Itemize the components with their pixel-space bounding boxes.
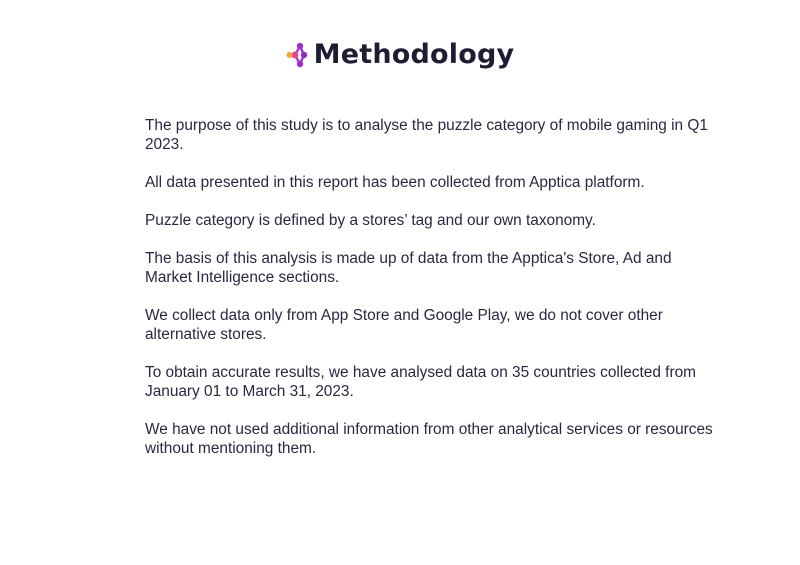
methodology-body [145, 116, 715, 477]
apptica-logo-icon [286, 41, 308, 69]
paragraph-analysis-basis: The basis of this analysis is made up of data from the Apptica's Store, Ad and Market Intelligence sections. [145, 250, 672, 286]
paragraph-purpose: The purpose of this study is to analyse the puzzle category of mobile gaming in Q1 2023. [145, 117, 708, 153]
paragraph-countries-period: To obtain accurate results, we have analysed data on 35 countries collected from January 01 to March 31, 2023. [145, 364, 696, 400]
paragraph-stores-covered: We collect data only from App Store and Google Play, we do not cover other alternative stores. [145, 307, 663, 343]
paragraph-category-definition: Puzzle category is defined by a stores’ tag and our own taxonomy. [145, 212, 596, 229]
page-header [0, 38, 800, 72]
paragraph-data-source: All data presented in this report has been collected from Apptica platform. [145, 174, 645, 191]
paragraph-other-sources: We have not used additional information from other analytical services or resources without mentioning them. [145, 421, 713, 457]
page-title: Methodology [313, 39, 515, 70]
